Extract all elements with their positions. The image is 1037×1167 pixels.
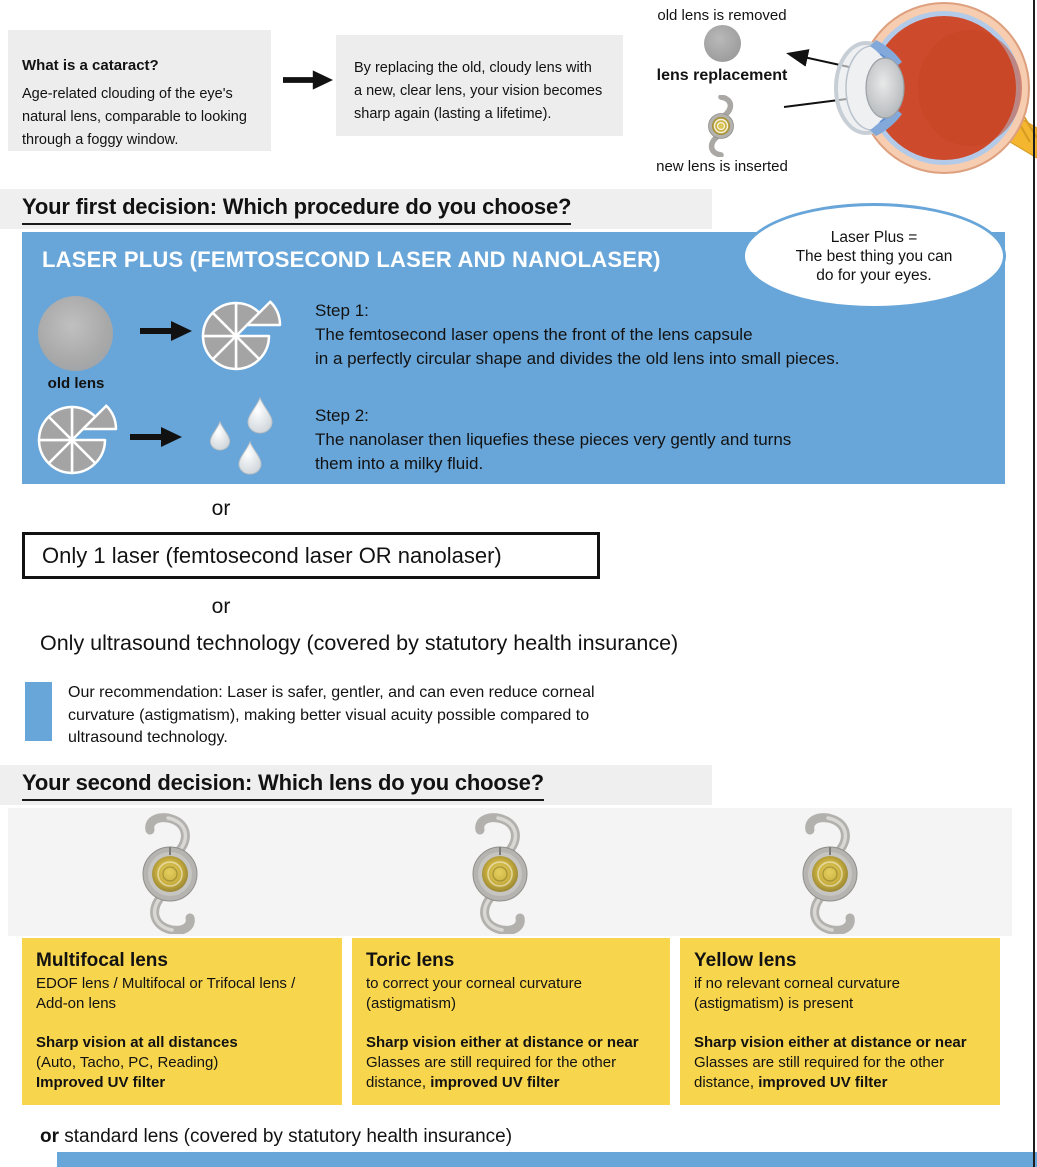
standard-lens-text: standard lens (covered by statutory health insurance) [59,1126,513,1147]
cataract-description-line: Age-related clouding of the eye's [22,86,233,102]
bubble-line: do for your eyes. [816,266,932,284]
cataract-description-line: through a foggy window. [22,132,179,148]
yellow-lens-image [770,810,890,934]
old-lens-circle-icon [38,296,113,371]
replace-description-line: sharp again (lasting a lifetime). [354,106,552,122]
lens-card-desc: to correct your corneal curvature [366,975,582,992]
step1-line: The femtosecond laser opens the front of the lens capsule [315,325,753,344]
divided-lens-pie-icon [36,396,126,484]
one-laser-option-box [22,532,600,579]
bottom-accent-bar [57,1152,1037,1167]
old-lens-caption: old lens [47,375,105,392]
standard-lens-option [40,1126,512,1148]
step2-line: them into a milky fluid. [315,454,484,473]
lens-card-benefit: Sharp vision either at distance or near [694,1034,967,1051]
lens-card-detail: (Auto, Tacho, PC, Reading) [36,1054,219,1071]
lens-card-desc: if no relevant corneal curvature [694,975,900,992]
lens-card-desc: Add-on lens [36,995,117,1012]
step2-arrow-icon [130,425,182,449]
replace-description-line: a new, clear lens, your vision becomes [354,83,603,99]
or-separator: or [211,497,231,520]
lens-card-detail: distance, improved UV filter [694,1074,888,1091]
or-separator: or [211,595,231,618]
or-word: or [40,1126,59,1147]
lens-card-detail: distance, improved UV filter [366,1074,560,1091]
multifocal-lens-image [110,810,230,934]
lens-card-title: Multifocal lens [36,950,168,971]
laser-plus-callout-bubble [742,203,1006,309]
ultrasound-option-label: Only ultrasound technology (covered by statutory health insurance) [40,631,679,655]
lens-card-detail: Glasses are still required for the other [694,1054,945,1071]
lens-card-benefit: Sharp vision either at distance or near [366,1034,639,1051]
old-lens-removed-label: old lens is removed [657,7,787,24]
step2-line: The nanolaser then liquefies these pieces very gently and turns [315,430,792,449]
new-iol-lens-icon [701,95,741,157]
new-lens-inserted-label: new lens is inserted [656,158,788,175]
liquid-droplets-icon [208,396,294,484]
bubble-line: The best thing you can [795,247,953,265]
multifocal-lens-card [22,938,342,1105]
toric-lens-card [352,938,670,1105]
cataract-description-line: natural lens, comparable to looking [22,109,247,125]
step2-title: Step 2: [315,406,369,425]
recommendation-text [68,682,668,750]
page-right-border [1033,0,1035,1167]
eye-cross-section-image [778,0,1037,183]
lens-card-desc: (astigmatism) is present [694,995,854,1012]
one-laser-option-label: Only 1 laser (femtosecond laser OR nanolaser) [42,542,502,568]
step2-text [315,404,791,476]
bubble-line: Laser Plus = [830,228,918,246]
old-lens-icon [704,25,741,62]
recommendation-line: Our recommendation: Laser is safer, gentler, and can even reduce corneal [68,684,595,701]
step1-title: Step 1: [315,301,369,320]
recommendation-line: ultrasound technology. [68,729,228,746]
decision2-heading: Your second decision: Which lens do you choose? [22,770,544,801]
cataract-info-box [8,30,271,151]
yellow-lens-card [680,938,1000,1105]
recommendation-line: curvature (astigmatism), making better visual acuity possible compared to [68,706,590,724]
laser-plus-title: LASER PLUS (FEMTOSECOND LASER AND NANOLASER) [42,247,661,272]
lens-card-desc: EDOF lens / Multifocal or Trifocal lens / [36,975,296,992]
lens-card-detail: Glasses are still required for the other [366,1054,617,1071]
decision1-heading: Your first decision: Which procedure do you choose? [22,194,571,225]
step1-line: in a perfectly circular shape and divides the old lens into small pieces. [315,349,840,368]
flow-arrow-icon [283,68,333,92]
divided-lens-pie-icon [200,292,290,380]
step1-text [315,299,839,371]
lens-replacement-label: lens replacement [656,67,788,84]
step1-arrow-icon [140,319,192,343]
lens-card-desc: (astigmatism) [366,995,457,1012]
replace-description-line: By replacing the old, cloudy lens with [354,60,592,76]
lens-card-detail: Improved UV filter [36,1074,166,1091]
recommendation-marker [25,682,52,741]
toric-lens-image [440,810,560,934]
lens-card-title: Toric lens [366,950,455,971]
lens-replacement-info-box [336,35,623,136]
lens-card-title: Yellow lens [694,950,797,971]
lens-card-benefit: Sharp vision at all distances [36,1034,238,1051]
cataract-question-title: What is a cataract? [22,57,159,74]
